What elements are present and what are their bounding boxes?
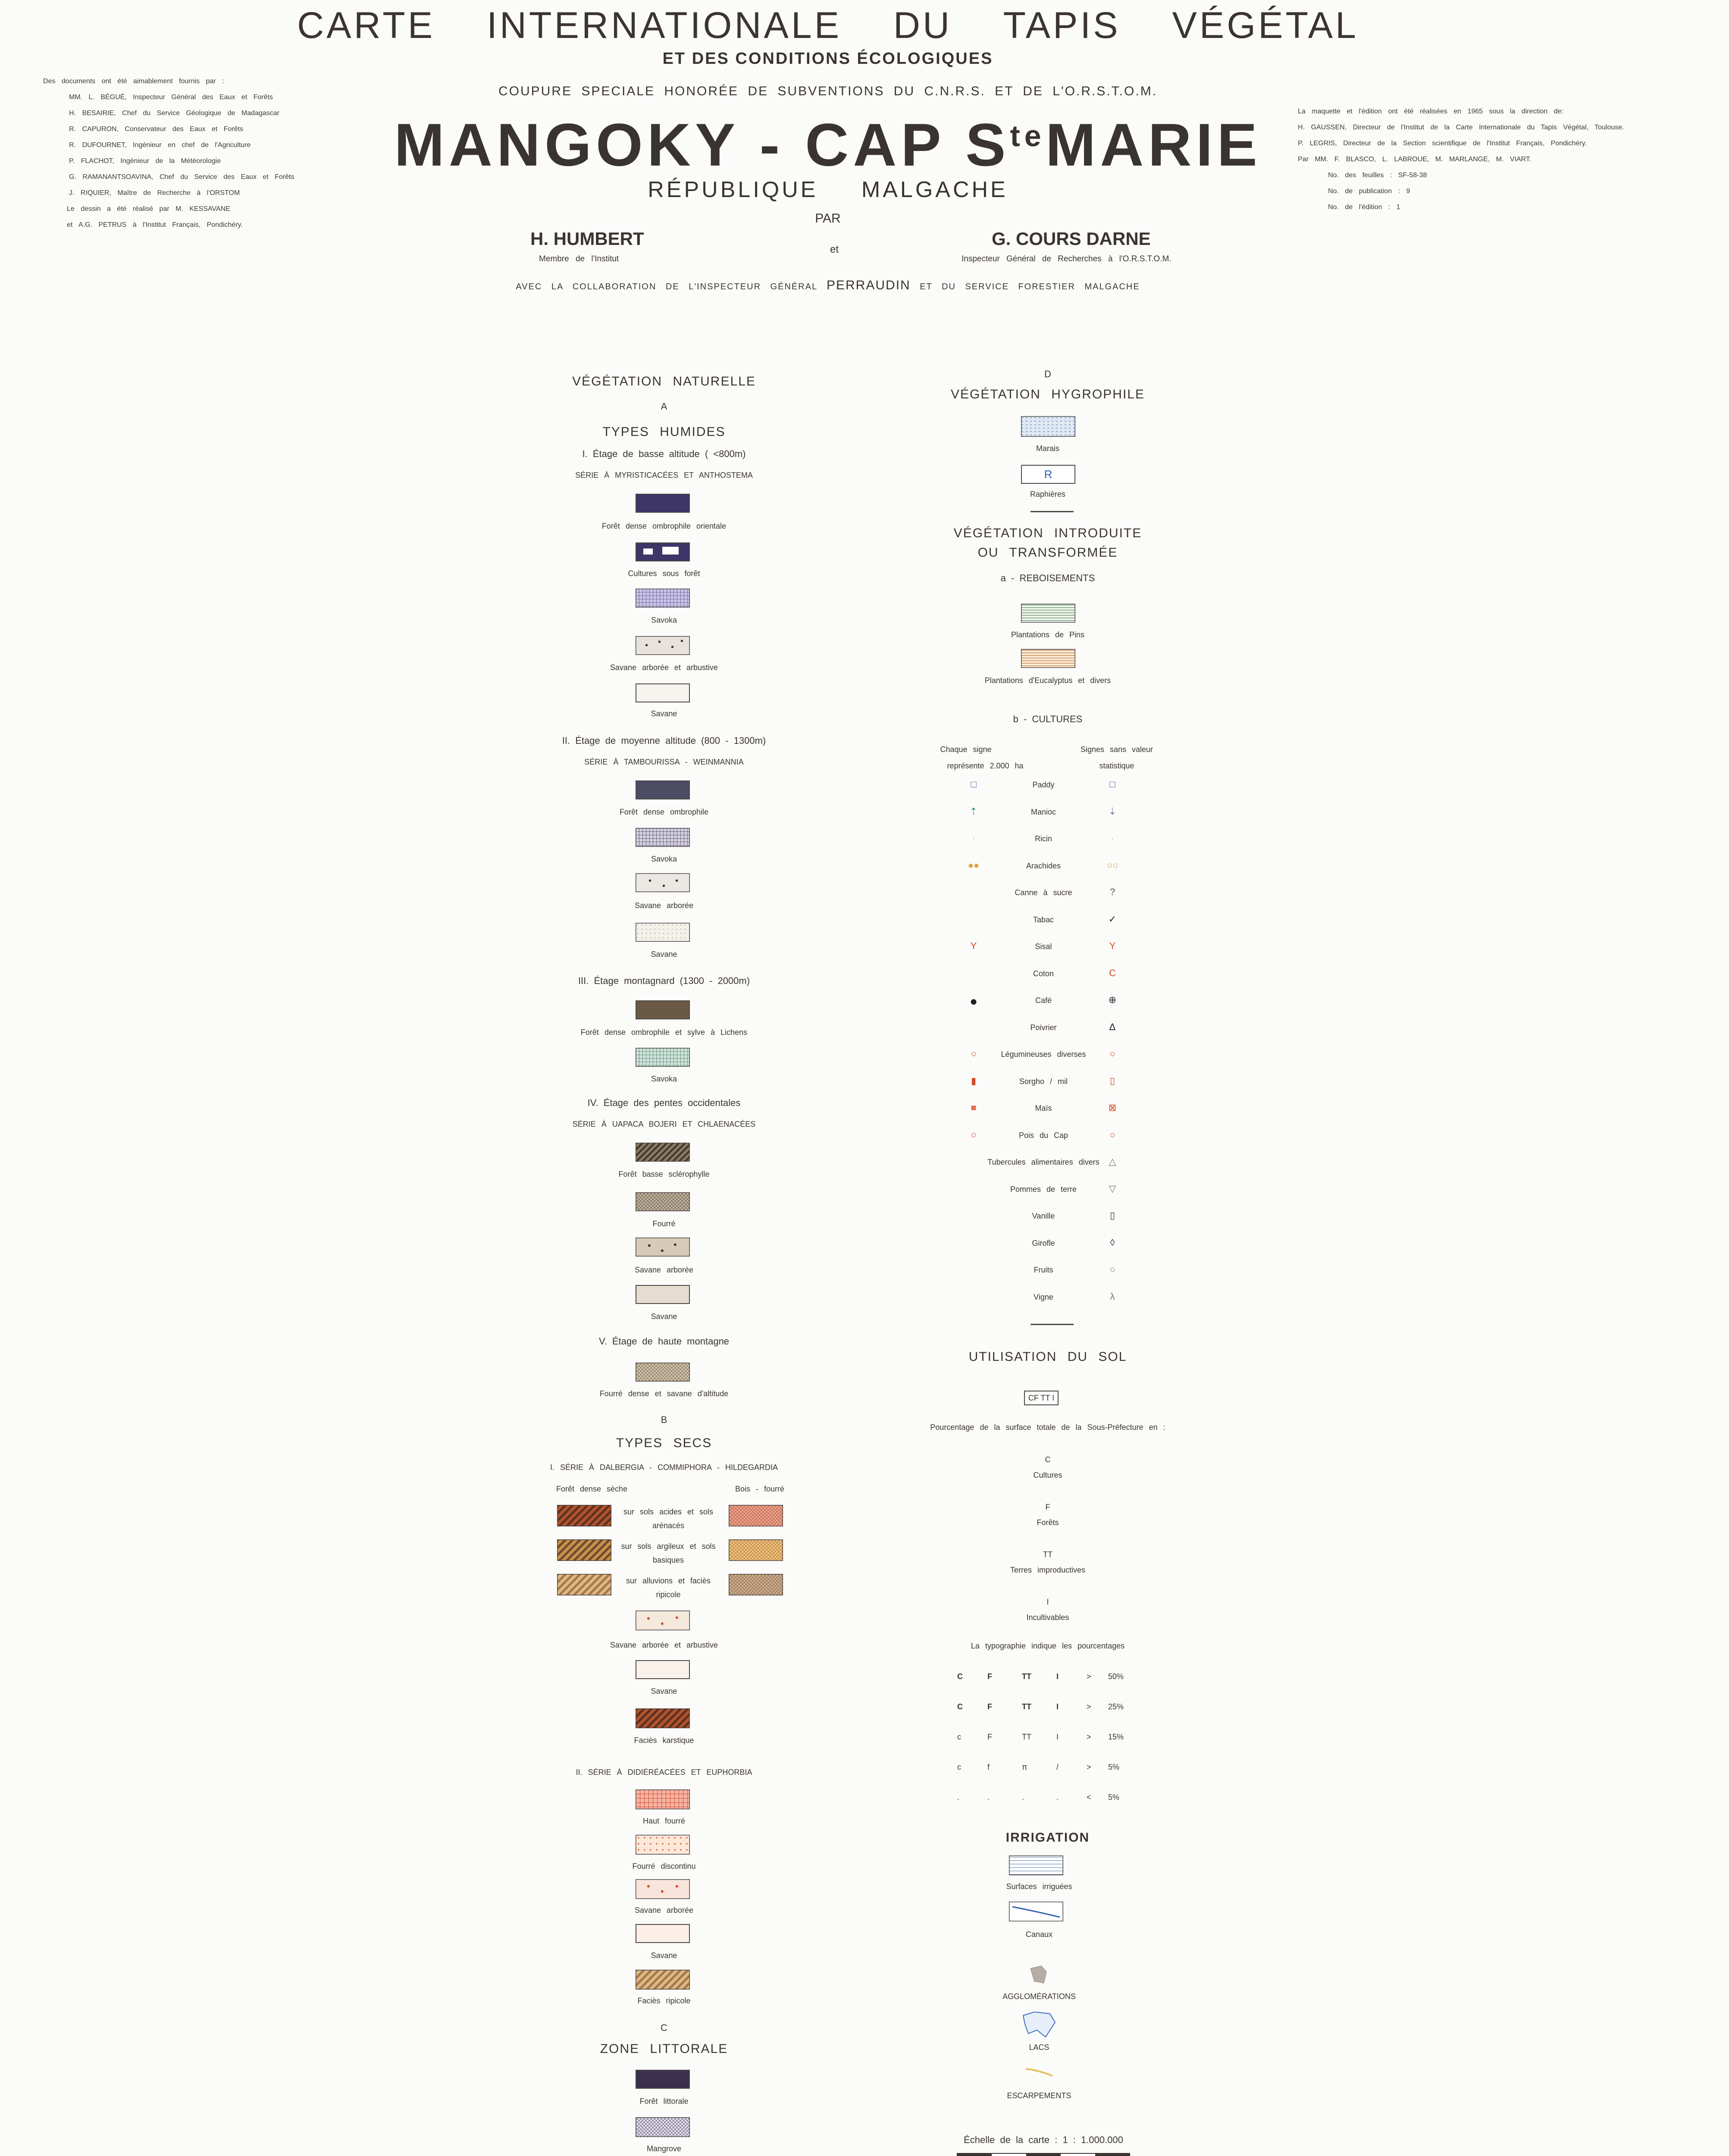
crop-symbol-sans-valeur: ▯	[1109, 1210, 1115, 1221]
typo-percent: 25%	[1108, 1702, 1124, 1711]
typo-comparator: >	[1087, 1733, 1091, 1741]
svg-text:•: •	[645, 641, 648, 650]
legend-label: Marais	[1036, 444, 1059, 453]
etage-3-heading: III. Étage montagnard (1300 - 2000m)	[578, 975, 750, 986]
typo-cell: c	[957, 1733, 961, 1741]
etage-4-heading: IV. Étage des pentes occidentales	[587, 1097, 741, 1108]
contributor-line: J. RIQUIER, Maître de Recherche à l'ORSTOM	[69, 189, 240, 197]
column-2000-ha: représente 2.000 ha	[947, 761, 1024, 770]
swatch-foret-dense-ombrophile	[636, 780, 690, 799]
crop-label: Vanille	[1032, 1212, 1055, 1220]
legend-label: Savoka	[651, 616, 677, 624]
svg-text:•: •	[680, 636, 684, 646]
typo-cell: C	[957, 1672, 963, 1681]
contributor-line: Des documents ont été aimablement fournis par :	[43, 78, 224, 85]
typo-cell: .	[987, 1793, 990, 1802]
swatch-raphieres: R	[1021, 465, 1075, 484]
util-letter: TT	[1043, 1550, 1052, 1559]
crop-label: Coton	[1033, 969, 1054, 978]
agglomerations-label: AGGLOMÉRATIONS	[1002, 1992, 1076, 2001]
typo-cell: π	[1022, 1763, 1027, 1771]
edition-line: H. GAUSSEN, Directeur de l'Institut de la Carte Internationale du Tapis Végétal, Toulouse.	[1298, 124, 1624, 131]
edition-line: No. de l'édition : 1	[1328, 204, 1400, 211]
legend-label: Plantations de Pins	[1011, 630, 1085, 639]
crop-label: Sorgho / mil	[1019, 1077, 1068, 1086]
map-name: MANGOKY - CAP $S^{te}MARIE$	[394, 111, 1262, 179]
swatch-foret-seche-argileux	[557, 1539, 611, 1561]
author-cours-darne: G. COURS DARNE	[992, 229, 1151, 249]
types-secs-heading: TYPES SECS	[616, 1436, 712, 1450]
typo-cell: TT	[1022, 1733, 1031, 1741]
collaboration-line: AVEC LA COLLABORATION DE L'INSPECTEUR GÉNÉRAL PERRAUDIN ET DU SERVICE FORESTIER MALGACHE	[516, 278, 1140, 292]
crop-label: Canne à sucre	[1015, 888, 1072, 897]
util-label: Forêts	[1037, 1518, 1059, 1527]
contributor-line: R. CAPURON, Conservateur des Eaux et Forêts	[69, 125, 244, 133]
typo-comparator: <	[1087, 1793, 1091, 1802]
swatch-savane-1	[636, 683, 690, 702]
legend-label: sur alluvions et faciès ripicole	[626, 1576, 711, 1599]
section-letter-d: D	[1044, 369, 1051, 379]
crop-label: Tubercules alimentaires divers	[987, 1158, 1099, 1166]
util-letter: I	[1046, 1598, 1049, 1606]
typo-cell: I	[1056, 1672, 1059, 1681]
typo-cell: .	[1022, 1793, 1024, 1802]
swatch-cultures-sous-foret	[636, 542, 690, 561]
crop-symbol-sans-valeur: ▽	[1109, 1183, 1116, 1194]
irrigation-heading: IRRIGATION	[1005, 1830, 1090, 1845]
swatch-fourre-dense-altitude	[636, 1363, 690, 1382]
column-sans-valeur: Signes sans valeur	[1080, 745, 1153, 754]
swatch-savane-arboree-b2	[636, 1879, 690, 1899]
legend-label: Cultures sous forêt	[628, 569, 700, 578]
swatch-foret-littorale	[636, 2070, 690, 2089]
crop-symbol-sans-valeur: ○	[1109, 1048, 1115, 1059]
lake-icon	[1020, 2009, 1059, 2040]
legend-label: Savane arborée et arbustive	[610, 1641, 718, 1649]
crop-symbol-sans-valeur: ⇣	[1108, 805, 1117, 817]
column-statistique: statistique	[1099, 761, 1134, 770]
authors-et: et	[830, 244, 839, 255]
legend-label: Canaux	[1025, 1930, 1053, 1939]
svg-text:•: •	[675, 1612, 679, 1623]
crop-label: Tabac	[1033, 915, 1054, 924]
typo-percent: 5%	[1108, 1763, 1120, 1771]
swatch-bois-fourre-argileux	[729, 1539, 783, 1561]
legend-label: Forêt basse sclérophylle	[618, 1170, 710, 1178]
swatch-savane-2	[636, 923, 690, 942]
par-label: PAR	[815, 211, 841, 226]
svg-text:•: •	[658, 637, 661, 647]
typo-cell: f	[987, 1763, 990, 1771]
legend-label: Raphières	[1030, 490, 1066, 498]
legend-label: Savane	[651, 1687, 677, 1695]
typographie-text: La typographie indique les pourcentages	[971, 1642, 1125, 1650]
legend-label: Forêt littorale	[639, 2097, 689, 2106]
swatch-plantations-pins	[1021, 604, 1075, 623]
typo-cell: .	[1056, 1793, 1059, 1802]
typo-comparator: >	[1087, 1763, 1091, 1771]
legend-label: Haut fourré	[642, 1817, 686, 1825]
typo-cell: /	[1056, 1763, 1059, 1771]
utilisation-sol-heading: UTILISATION DU SOL	[968, 1350, 1127, 1364]
crop-symbol-sans-valeur: ○○	[1106, 859, 1118, 871]
swatch-savane-4	[636, 1285, 690, 1304]
typo-percent: 5%	[1108, 1793, 1120, 1802]
vegetation-introduite-heading: VÉGÉTATION INTRODUITE	[953, 526, 1142, 540]
subtitle-ecological: ET DES CONDITIONS ÉCOLOGIQUES	[662, 50, 993, 68]
utilisation-code-box: CF TT I	[1024, 1391, 1059, 1405]
crop-symbol-2000ha: ■	[971, 1102, 977, 1113]
svg-text:•: •	[647, 1613, 650, 1624]
typo-percent: 15%	[1108, 1733, 1124, 1741]
typo-cell: F	[987, 1672, 992, 1681]
author-humbert: H. HUMBERT	[530, 229, 644, 249]
legend-label: Savane arborée	[634, 1906, 694, 1915]
swatch-mangrove	[636, 2117, 690, 2137]
cultures-heading: b - CULTURES	[1013, 714, 1083, 724]
crop-label: Pommes de terre	[1010, 1185, 1077, 1194]
legend-label: Forêt dense ombrophile orientale	[601, 522, 727, 530]
legend-label: Savane	[651, 1312, 677, 1321]
svg-text:•: •	[662, 881, 666, 891]
author-humbert-role: Membre de l'Institut	[539, 254, 619, 263]
typo-cell: C	[957, 1702, 963, 1711]
util-label: Terres improductives	[1010, 1566, 1086, 1574]
crop-symbol-2000ha: ⇡	[969, 805, 978, 817]
svg-text:•: •	[647, 1881, 650, 1892]
section-letter-c: C	[661, 2022, 667, 2033]
legend-label: Fourré discontinu	[632, 1862, 696, 1871]
legend-label: Savoka	[651, 855, 677, 863]
crop-symbol-2000ha: ●	[969, 994, 978, 1009]
typo-cell: F	[987, 1733, 992, 1741]
column-foret-dense-seche: Forêt dense sèche	[556, 1485, 628, 1493]
divider	[1031, 1324, 1074, 1325]
serie-2-heading: SÉRIE À TAMBOURISSA - WEINMANNIA	[584, 758, 744, 766]
crop-symbol-2000ha: ·	[972, 833, 975, 843]
legend-label: Faciès ripicole	[637, 1996, 691, 2005]
legend-label: Plantations d'Eucalyptus et divers	[984, 676, 1111, 685]
crop-label: Arachides	[1026, 861, 1061, 870]
crop-symbol-2000ha: ▮	[971, 1075, 977, 1086]
legend-label: Surfaces irriguées	[1006, 1882, 1072, 1891]
contributor-line: MM. L. BÉGUÉ, Inspecteur Général des Eaux et Forêts	[69, 94, 273, 101]
section-letter-a: A	[661, 401, 667, 412]
crop-symbol-sans-valeur: ▯	[1109, 1075, 1115, 1086]
etage-2-heading: II. Étage de moyenne altitude (800 - 1300m)	[562, 735, 766, 746]
legend-label: Mangrove	[646, 2144, 682, 2153]
legend-label: sur sols argileux et sols basiques	[621, 1542, 716, 1564]
legend-label: Savane	[651, 1951, 677, 1960]
swatch-foret-lichens	[636, 1000, 690, 1019]
swatch-savane-arboree-b1	[636, 1611, 690, 1630]
crop-symbol-sans-valeur: ○	[1109, 1264, 1115, 1275]
legend-label: Savane arborée	[634, 1266, 694, 1274]
svg-text:•: •	[661, 1618, 664, 1629]
contributors-notes	[43, 73, 388, 233]
crop-label: Poivrier	[1030, 1023, 1057, 1032]
svg-text:•: •	[675, 876, 679, 886]
svg-text:•: •	[661, 1245, 664, 1256]
main-title: CARTE INTERNATIONALE DU TAPIS VÉGÉTAL	[297, 5, 1359, 46]
swatch-fourre	[636, 1192, 690, 1211]
lacs-label: LACS	[1029, 2043, 1049, 2052]
crop-symbol-sans-valeur: Y	[1109, 940, 1116, 951]
divider	[1031, 511, 1074, 512]
typo-percent: 50%	[1108, 1672, 1124, 1681]
typo-cell: F	[987, 1702, 992, 1711]
crop-label: Maïs	[1035, 1104, 1052, 1112]
contributor-line: et A.G. PETRUS à l'Institut Français, Pondichéry.	[67, 221, 243, 229]
swatch-foret-dense-orientale	[636, 494, 690, 513]
types-humides-heading: TYPES HUMIDES	[602, 425, 726, 439]
edition-line: P. LEGRIS, Directeur de la Section scientifique de l'Institut Français, Pondichéry.	[1298, 140, 1587, 147]
typo-comparator: >	[1087, 1702, 1091, 1711]
crop-symbol-sans-valeur: △	[1109, 1156, 1116, 1167]
crop-symbol-sans-valeur: ⊕	[1108, 994, 1117, 1005]
swatch-savoka-2	[636, 828, 690, 847]
escarpment-icon	[1024, 2065, 1054, 2078]
swatch-facies-ripicole	[636, 1970, 690, 1990]
util-letter: C	[1045, 1455, 1051, 1464]
vegetation-transformee-heading: OU TRANSFORMÉE	[977, 545, 1118, 560]
swatch-savoka-3	[636, 1048, 690, 1067]
typo-cell: I	[1056, 1733, 1059, 1741]
legend-label: sur sols acides et sols arénacés	[623, 1507, 714, 1530]
crop-symbol-2000ha: □	[971, 779, 977, 790]
crop-symbol-sans-valeur: ✓	[1108, 913, 1117, 924]
reboisements-heading: a - REBOISEMENTS	[1000, 573, 1095, 583]
svg-text:•: •	[648, 876, 652, 886]
swatch-fourre-discontinu	[636, 1835, 690, 1855]
edition-line: No. de publication : 9	[1328, 188, 1410, 195]
serie-1-heading: SÉRIE À MYRISTICACÉES ET ANTHOSTEMA	[575, 471, 753, 479]
crop-label: Pois du Cap	[1018, 1131, 1068, 1140]
typo-cell: TT	[1022, 1702, 1031, 1711]
swatch-surfaces-irriguees	[1009, 1855, 1063, 1875]
vegetation-hygrophile-heading: VÉGÉTATION HYGROPHILE	[951, 387, 1145, 401]
contributor-line: Le dessin a été réalisé par M. KESSAVANE	[67, 205, 230, 213]
svg-text:•: •	[648, 1240, 651, 1251]
crop-label: Ricin	[1034, 834, 1052, 843]
typo-cell: I	[1056, 1702, 1059, 1711]
scale-carte-label: Échelle de la carte : 1 : 1.000.000	[964, 2134, 1123, 2145]
swatch-plantations-eucalyptus	[1021, 649, 1075, 668]
swatch-facies-karstique	[636, 1708, 690, 1728]
serie-b1-heading: I. SÉRIE À DALBERGIA - COMMIPHORA - HILDEGARDIA	[550, 1463, 778, 1472]
swatch-savane-b1	[636, 1660, 690, 1679]
pourcentage-text: Pourcentage de la surface totale de la Sous-Préfecture en :	[930, 1423, 1165, 1432]
crop-symbol-sans-valeur: C	[1109, 967, 1116, 978]
edition-line: Par MM. F. BLASCO, L. LABROUE, M. MARLANGE, M. VIART.	[1298, 156, 1532, 163]
scale-bar-carte	[949, 2152, 1164, 2156]
crop-symbol-2000ha: Y	[970, 940, 977, 951]
column-bois-fourre: Bois - fourré	[735, 1485, 785, 1493]
typo-cell: c	[957, 1763, 961, 1771]
util-label: Cultures	[1033, 1471, 1062, 1479]
contributor-line: R. DUFOURNET, Ingénieur en chef de l'Agriculture	[69, 141, 251, 149]
crop-symbol-sans-valeur: λ	[1110, 1291, 1115, 1302]
republic-name: RÉPUBLIQUE MALGACHE	[648, 177, 1008, 202]
util-letter: F	[1045, 1503, 1050, 1511]
swatch-savoka-1	[636, 589, 690, 608]
crop-symbol-sans-valeur: ?	[1109, 887, 1115, 897]
legend-label: Savane arborée	[634, 901, 694, 910]
legend-title-vegetation-naturelle: VÉGÉTATION NATURELLE	[572, 374, 756, 389]
swatch-savane-b2	[636, 1924, 690, 1943]
etage-1-heading: I. Étage de basse altitude ( <800m)	[582, 448, 746, 459]
column-chaque-signe: Chaque signe	[940, 745, 992, 754]
swatch-marais	[1021, 416, 1075, 437]
crop-label: Fruits	[1034, 1266, 1053, 1274]
crop-label: Girofle	[1032, 1238, 1055, 1247]
subtitle-subventions: COUPURE SPECIALE HONORÉE DE SUBVENTIONS DU C.N.R.S. ET DE L'O.R.S.T.O.M.	[498, 84, 1158, 98]
edition-notes	[1298, 103, 1712, 215]
swatch-savane-arboree-arbustive	[636, 636, 690, 655]
contributor-line: G. RAMANANTSOAVINA, Chef du Service des Eaux et Forêts	[69, 173, 294, 181]
legend-label: Faciès karstique	[634, 1736, 694, 1745]
crop-label: Manioc	[1031, 807, 1056, 816]
util-label: Incultivables	[1026, 1613, 1069, 1622]
edition-line: La maquette et l'édition ont été réalisées en 1965 sous la direction de:	[1298, 108, 1563, 115]
crop-symbol-2000ha: ○	[971, 1129, 977, 1140]
serie-4-heading: SÉRIE À UAPACA BOJERI ET CHLAENACÉES	[572, 1120, 756, 1128]
crop-symbol-sans-valeur: ◊	[1110, 1237, 1115, 1248]
swatch-bois-fourre-alluvions	[729, 1574, 783, 1595]
svg-text:•: •	[671, 642, 674, 652]
typo-comparator: >	[1087, 1672, 1091, 1681]
etage-5-heading: V. Étage de haute montagne	[598, 1336, 730, 1347]
legend-label: Savane	[651, 709, 677, 718]
crop-symbol-sans-valeur: ⊠	[1108, 1102, 1117, 1113]
crop-symbol-sans-valeur: ○	[1109, 1129, 1115, 1140]
svg-text:•: •	[661, 1886, 664, 1897]
crop-label: Sisal	[1035, 942, 1052, 951]
contributor-line: H. BESAIRIE, Chef du Service Géologique de Madagascar	[69, 110, 279, 117]
crop-symbol-sans-valeur: Δ	[1109, 1021, 1116, 1032]
swatch-foret-basse-sclerophylle	[636, 1143, 690, 1162]
legend-label: Forêt dense ombrophile	[619, 808, 709, 816]
legend-label: Fourré dense et savane d'altitude	[599, 1389, 729, 1398]
crop-symbol-sans-valeur: □	[1109, 779, 1115, 790]
contributor-line: P. FLACHOT, Ingénieur de la Météorologie	[69, 157, 221, 165]
svg-text:•: •	[675, 1881, 679, 1892]
legend-label: Fourré	[652, 1219, 676, 1228]
crop-label: Café	[1035, 996, 1052, 1005]
swatch-foret-seche-alluvions	[557, 1574, 611, 1595]
section-letter-b: B	[661, 1414, 667, 1425]
legend-label: Savane arborée et arbustive	[610, 663, 718, 672]
crop-symbol-2000ha: ○	[971, 1048, 977, 1059]
legend-label: Savoka	[651, 1075, 677, 1083]
edition-line: No. des feuilles : SF-58-38	[1328, 172, 1427, 179]
author-cours-darne-role: Inspecteur Général de Recherches à l'O.R.S.T.O.M.	[962, 254, 1171, 263]
escarpements-label: ESCARPEMENTS	[1007, 2091, 1071, 2100]
crop-label: Paddy	[1032, 780, 1055, 789]
swatch-bois-fourre-acides	[729, 1505, 783, 1526]
crop-symbol-sans-valeur: ·	[1111, 833, 1114, 843]
serie-b2-heading: II. SÉRIE À DIDIÉRÉACÉES ET EUPHORBIA	[576, 1768, 752, 1777]
legend-label: Savane	[651, 950, 677, 959]
swatch-savane-arboree-4	[636, 1238, 690, 1257]
legend-label: Forêt dense ombrophile et sylve à Lichens	[580, 1028, 748, 1037]
zone-littorale-heading: ZONE LITTORALE	[600, 2042, 728, 2056]
crop-label: Vigne	[1034, 1292, 1053, 1301]
crop-label: Légumineuses diverses	[1001, 1050, 1086, 1059]
swatch-haut-fourre	[636, 1789, 690, 1809]
agglomeration-icon	[1028, 1964, 1050, 1986]
swatch-foret-seche-acides	[557, 1505, 611, 1526]
typo-cell: TT	[1022, 1672, 1031, 1681]
svg-text:•: •	[673, 1239, 677, 1250]
crop-symbol-2000ha: ●●	[968, 859, 980, 871]
swatch-canaux	[1009, 1902, 1063, 1921]
swatch-savane-arboree-2	[636, 873, 690, 892]
typo-cell: .	[957, 1793, 960, 1802]
